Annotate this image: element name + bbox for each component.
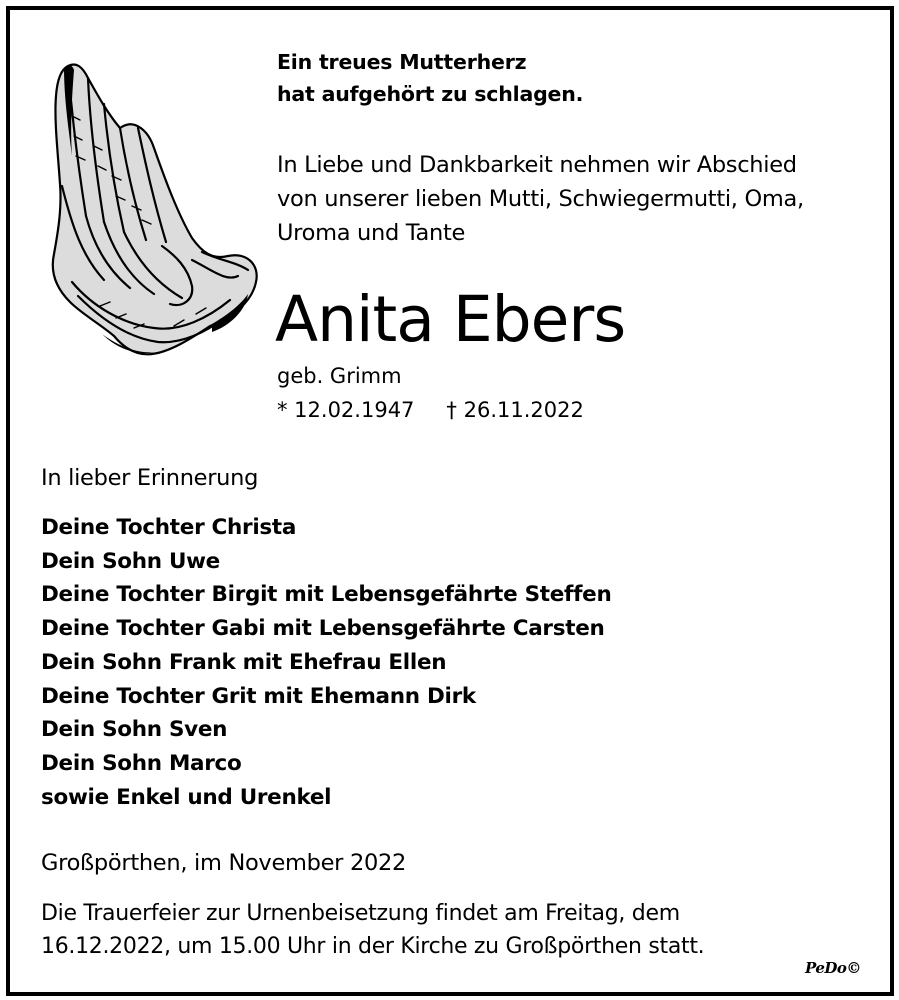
mourner-item: Dein Sohn Uwe xyxy=(41,548,220,574)
intro-line: Uroma und Tante xyxy=(277,220,466,246)
designer-signature: PeDo© xyxy=(805,959,861,977)
memory-line: In lieber Erinnerung xyxy=(41,465,259,491)
mourner-item: Deine Tochter Gabi mit Lebensgefährte Carsten xyxy=(41,616,605,642)
place-date: Großpörthen, im November 2022 xyxy=(41,850,407,876)
funeral-service-info xyxy=(41,897,704,963)
mourner-item: Dein Sohn Marco xyxy=(41,750,242,776)
motto-heading xyxy=(277,46,583,110)
deceased-name: Anita Ebers xyxy=(275,283,626,356)
mourner-item: sowie Enkel und Urenkel xyxy=(41,784,332,810)
motto-line: Ein treues Mutterherz xyxy=(277,50,527,74)
mourner-item: Deine Tochter Grit mit Ehemann Dirk xyxy=(41,683,476,709)
mourners-list xyxy=(41,511,611,814)
death-date: † 26.11.2022 xyxy=(446,398,584,422)
service-line: 16.12.2022, um 15.00 Uhr in der Kirche zu Großpörthen statt. xyxy=(41,934,705,959)
mourner-item: Deine Tochter Birgit mit Lebensgefährte Steffen xyxy=(41,582,612,608)
praying-hands-icon xyxy=(42,56,266,362)
mourner-item: Dein Sohn Frank mit Ehefrau Ellen xyxy=(41,649,447,675)
mourner-item: Dein Sohn Sven xyxy=(41,717,228,743)
intro-line: von unserer lieben Mutti, Schwiegermutti, Oma, xyxy=(277,186,804,212)
maiden-name: geb. Grimm xyxy=(277,364,402,388)
birth-date: * 12.02.1947 xyxy=(277,398,415,422)
service-line: Die Trauerfeier zur Urnenbeisetzung findet am Freitag, dem xyxy=(41,901,680,926)
life-dates xyxy=(277,395,584,425)
motto-line: hat aufgehört zu schlagen. xyxy=(277,82,584,106)
mourner-item: Deine Tochter Christa xyxy=(41,515,297,540)
intro-line: In Liebe und Dankbarkeit nehmen wir Abschied xyxy=(277,152,797,178)
farewell-intro xyxy=(277,148,804,250)
